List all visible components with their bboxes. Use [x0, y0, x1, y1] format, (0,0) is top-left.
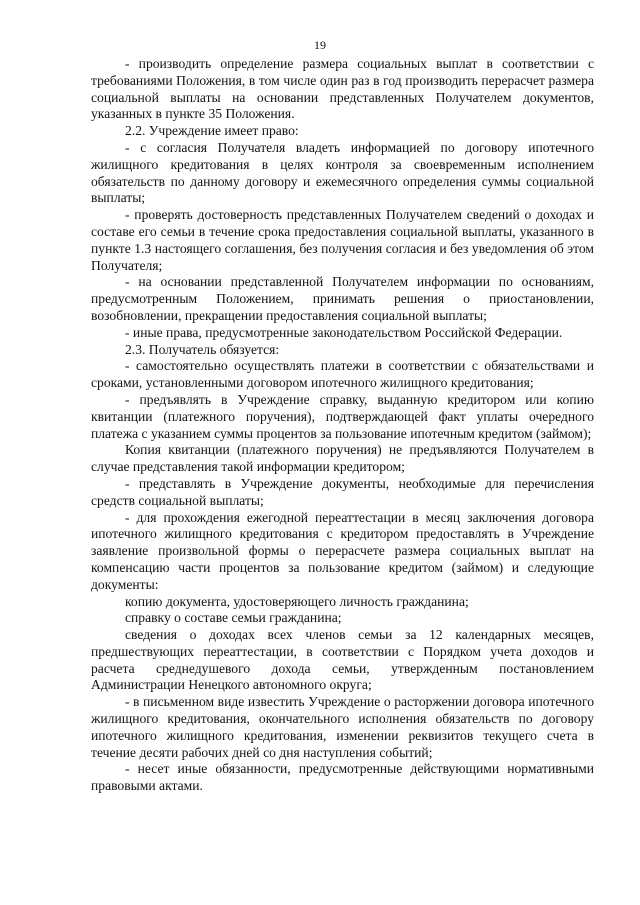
- paragraph: - предъявлять в Учреждение справку, выданную кредитором или копию квитанции (платежного поручения), подтверждающей факт уплаты очередного платежа с указанием суммы процентов за пользование ипотечным кредитом (займом);: [91, 391, 594, 441]
- paragraph: - в письменном виде известить Учреждение о расторжении договора ипотечного жилищного кредитования, окончательного исполнения обязательств по договору ипотечного жилищного кредитования, изменении реквизитов текущего счета в течение десяти рабочих дней со дня наступления событий;: [91, 694, 594, 760]
- page-number: 19: [314, 38, 326, 52]
- paragraph: - на основании представленной Получателем информации по основаниям, предусмотренным Положением, принимать решения о приостановлении, возобновлении, прекращении предоставления социальной выплаты;: [91, 274, 594, 323]
- paragraph: - проверять достоверность представленных Получателем сведений о доходах и составе его семьи в течение срока предоставления социальной выплаты, указанного в пункте 1.3 настоящего соглашения, без получения согласия и без уведомления об этом Получателя;: [91, 207, 594, 273]
- paragraph: - для прохождения ежегодной переаттестации в месяц заключения договора ипотечного жилищного кредитования с кредитором предоставлять в Учреждение заявление произвольной формы о перерасчете размера социальных выплат на компенсацию части процентов за пользование кредитом (займом) и следующие документы:: [91, 509, 594, 592]
- paragraph: сведения о доходах всех членов семьи за 12 календарных месяцев, предшествующих переаттестации, в соответствии с Порядком учета доходов и расчета среднедушевого дохода семьи, утвержденным постановлением Администрации Ненецкого автономного округа;: [91, 627, 594, 693]
- paragraph: справку о составе семьи гражданина;: [125, 610, 342, 626]
- paragraph: - с согласия Получателя владеть информацией по договору ипотечного жилищного кредитования в целях контроля за своевременным исполнением обязательств по данному договору и ежемесячного определения суммы социальной выплаты;: [91, 139, 594, 206]
- paragraph: 2.2. Учреждение имеет право:: [125, 123, 299, 139]
- paragraph: Копия квитанции (платежного поручения) не предъявляются Получателем в случае представления такой информации кредитором;: [91, 442, 594, 475]
- paragraph: - самостоятельно осуществлять платежи в соответствии с обязательствами и сроками, установленными договором ипотечного жилищного кредитования;: [91, 358, 594, 391]
- document-body: [91, 56, 594, 795]
- paragraph: - несет иные обязанности, предусмотренные действующими нормативными правовыми актами.: [91, 761, 594, 794]
- paragraph: - иные права, предусмотренные законодательством Российской Федерации.: [125, 324, 563, 340]
- paragraph: 2.3. Получатель обязуется:: [125, 341, 280, 357]
- paragraph: - представлять в Учреждение документы, необходимые для перечисления средств социальной выплаты;: [91, 475, 594, 508]
- paragraph: копию документа, удостоверяющего личность гражданина;: [125, 593, 469, 609]
- paragraph: - производить определение размера социальных выплат в соответствии с требованиями Положения, в том числе один раз в год производить перерасчет размера социальной выплаты на основании представленных Получателем документов, указанных в пункте 35 Положения.: [91, 56, 594, 122]
